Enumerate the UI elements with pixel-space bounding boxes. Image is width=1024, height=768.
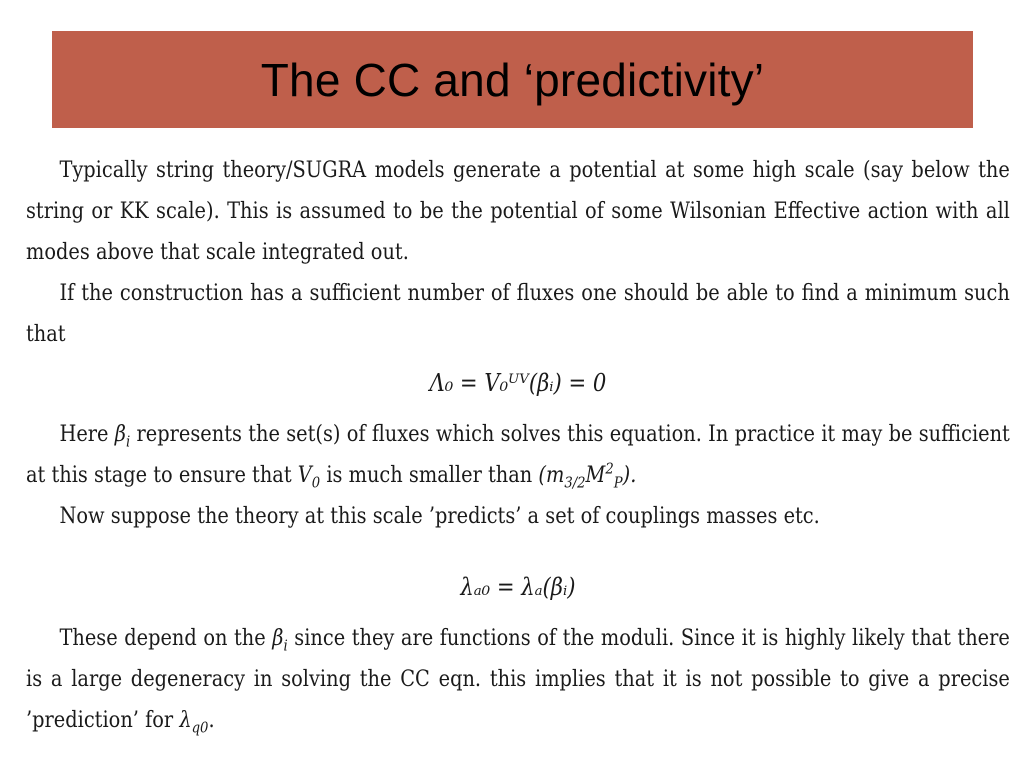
title-bar xyxy=(52,31,973,128)
paragraph-5-part-b: since they are functions of the moduli. Since it is highly likely that there is a large degeneracy in solving the CC eqn. this implies that it is not possible to give a precise ’prediction’ for xyxy=(26,626,1010,733)
paragraph-3-part-b: represents the set(s) of fluxes which solves this equation. In practice it may be sufficient at this stage to ensure that xyxy=(26,422,1010,488)
mp-sup: 2 xyxy=(605,459,614,478)
equation-couplings xyxy=(26,567,1010,608)
mp-sub: P xyxy=(613,473,623,492)
mp-glyph: M xyxy=(585,463,606,488)
paragraph-2: If the construction has a sufficient number of fluxes one should be able to find a minimum such that xyxy=(26,281,1010,347)
slide-body xyxy=(26,150,1010,741)
beta-sub: i xyxy=(125,432,131,451)
beta-glyph-2: β xyxy=(272,626,284,651)
v-sub: 0 xyxy=(311,473,321,492)
paragraph-3 xyxy=(26,414,1010,496)
equation-cc-text: Λ₀ = V₀ᵁⱽ(βᵢ) = 0 xyxy=(429,369,607,397)
paragraph-5: These depend on the $\beta_i$ since they are functions of the moduli. Since it is highly likely that there is a large degeneracy in solving the CC eqn. this implies that it is not possible to give a precise ’prediction’ for $\lambda_{q0}$. xyxy=(26,626,1010,737)
paragraph-3-part-a: Here xyxy=(59,422,115,447)
lambda-glyph: λ xyxy=(179,708,192,733)
equation-cc xyxy=(26,363,1010,404)
lambda-sub: q0 xyxy=(191,718,209,737)
slide-title: The CC and ‘predictivity’ xyxy=(260,53,765,106)
beta-i-symbol-2 xyxy=(272,626,288,655)
paragraph-4: Now suppose the theory at this scale ’predicts’ a set of couplings masses etc. xyxy=(59,504,820,529)
m-glyph: (m xyxy=(538,463,565,488)
beta-glyph: β xyxy=(114,422,126,447)
mass-expression: $(m_{3/2}M^2_P)$. xyxy=(538,459,637,492)
equation-couplings-text: λₐ₀ = λₐ(βᵢ) xyxy=(460,573,576,601)
v-glyph: V xyxy=(297,463,312,488)
lambda-q0-symbol xyxy=(179,708,209,737)
paragraph-1: Typically string theory/SUGRA models generate a potential at some high scale (say below the string or KK scale). This is assumed to be the potential of some Wilsonian Effective action with all modes above that scale integrated out. xyxy=(26,158,1010,265)
paragraph-5-part-a: These depend on the xyxy=(59,626,273,651)
beta-sub-2: i xyxy=(283,636,288,655)
paragraph-3-part-c: is much smaller than xyxy=(320,463,539,488)
v0-symbol xyxy=(297,463,321,492)
m-sub: 3/2 xyxy=(564,473,586,492)
beta-i-symbol xyxy=(114,422,131,451)
